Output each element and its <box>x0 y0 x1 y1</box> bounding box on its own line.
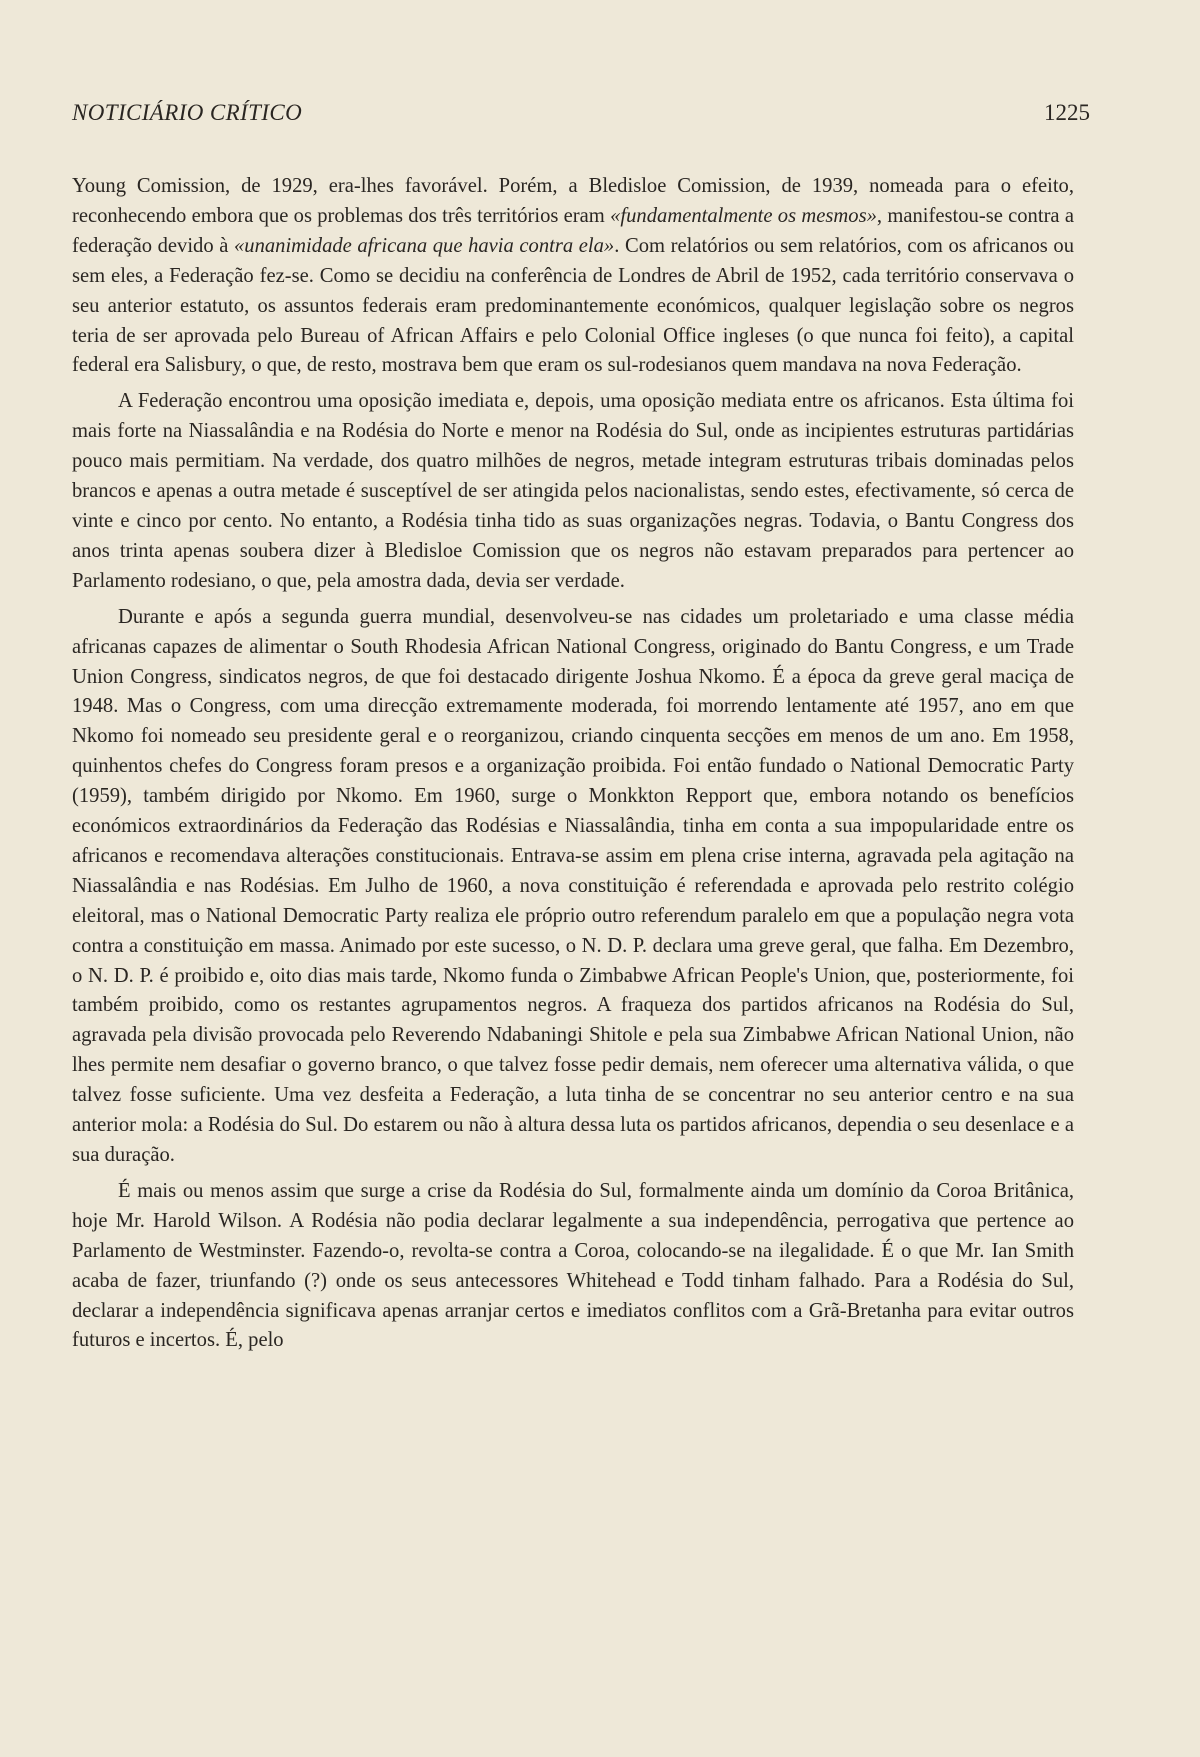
page-number: 1225 <box>1044 100 1090 125</box>
paragraph: A Federação encontrou uma oposição imediata e, depois, uma oposição mediata entre os africanos. Esta última foi mais forte na Niassalândia e na Rodésia do Norte e menor na Rodésia do Sul, onde as incipientes estruturas partidárias pouco mais permitiam. Na verdade, dos quatro milhões de negros, metade integram estruturas tribais dominadas pelos brancos e apenas a outra metade é susceptível de ser atingida pelos nacionalistas, sendo estes, efectivamente, só cerca de vinte e cinco por cento. No entanto, a Rodésia tinha tido as suas organizações negras. Todavia, o Bantu Congress dos anos trinta apenas soubera dizer à Bledisloe Comission que os negros não estavam preparados para pertencer ao Parlamento rodesiano, o que, pela amostra dada, devia ser verdade. <box>72 390 1074 592</box>
paragraph: É mais ou menos assim que surge a crise da Rodésia do Sul, formalmente ainda um domínio da Coroa Britânica, hoje Mr. Harold Wilson. A Rodésia não podia declarar legalmente a sua independência, perrogativa que pertence ao Parlamento de Westminster. Fazendo-o, revolta-se contra a Coroa, colocando-se na ilegalidade. É o que Mr. Ian Smith acaba de fazer, triunfando (?) onde os seus antecessores Whitehead e Todd tinham falhado. Para a Rodésia do Sul, declarar a independência significava apenas arranjar certos e imediatos conflitos com a Grã-Bretanha para evitar outros futuros e incertos. É, pelo <box>72 1179 1074 1352</box>
quote-emphasis: «fundamentalmente os mesmos» <box>610 204 877 227</box>
article-body <box>72 172 1074 1362</box>
paragraph <box>72 172 1074 381</box>
text-run: . Com relatórios ou sem relatórios, com os africanos ou sem eles, a Federação fez-se. Como se decidiu na conferência de Londres de Abril de 1952, cada território conservava o seu anterior estatuto, os assuntos federais eram predominantemente económicos, qualquer legislação sobre os negros teria de ser aprovada pelo Bureau of African Affairs e pelo Colonial Office ingleses (o que nunca foi feito), a capital federal era Salisbury, o que, de resto, mostrava bem que eram os sul-rodesianos quem mandava na nova Federação. <box>72 234 1074 377</box>
text-run: , manifestou-se contra a federação devido à <box>72 204 1074 257</box>
running-title: NOTICIÁRIO CRÍTICO <box>72 100 303 125</box>
quote-emphasis: «unanimidade africana que havia contra ela» <box>233 234 615 257</box>
running-header <box>72 100 1090 126</box>
paragraph: Durante e após a segunda guerra mundial, desenvolveu-se nas cidades um proletariado e uma classe média africanas capazes de alimentar o South Rhodesia African National Congress, originado do Bantu Congress, e um Trade Union Congress, sindicatos negros, de que foi destacado dirigente Joshua Nkomo. É a época da greve geral maciça de 1948. Mas o Congress, com uma direcção extremamente moderada, foi morrendo lentamente até 1957, ano em que Nkomo foi nomeado seu presidente geral e o reorganizou, criando cinquenta secções em menos de um ano. Em 1958, quinhentos chefes do Congress foram presos e a organização proibida. Foi então fundado o National Democratic Party (1959), também dirigido por Nkomo. Em 1960, surge o Monkkton Repport que, embora notando os benefícios económicos extraordinários da Federação das Rodésias e Niassalândia, tinha em conta a sua impopularidade entre os africanos e recomendava alterações constitucionais. Entrava-se assim em plena crise interna, agravada pela agitação na Niassalândia e nas Rodésias. Em Julho de 1960, a nova constituição é referendada e aprovada pelo restrito colégio eleitoral, mas o National Democratic Party realiza ele próprio outro referendum paralelo em que a população negra vota contra a constituição em massa. Animado por este sucesso, o N. D. P. declara uma greve geral, que falha. Em Dezembro, o N. D. P. é proibido e, oito dias mais tarde, Nkomo funda o Zimbabwe African People's Union, que, posteriormente, foi também proibido, como os restantes agrupamentos negros. A fraqueza dos partidos africanos na Rodésia do Sul, agravada pela divisão provocada pelo Reverendo Ndabaningi Shitole e pela sua Zimbabwe African National Union, não lhes permite nem desafiar o governo branco, o que talvez fosse pedir demais, nem oferecer uma alternativa válida, o que talvez fosse suficiente. Uma vez desfeita a Federação, a luta tinha de se concentrar no seu anterior centro e na sua anterior mola: a Rodésia do Sul. Do estarem ou não à altura dessa luta os partidos africanos, dependia o seu desenlace e a sua duração. <box>72 605 1074 1166</box>
text-run: Young Comission, de 1929, era-lhes favorável. Porém, a Bledisloe Comission, de 1939, nomeada para o efeito, reconhecendo embora que os problemas dos três territórios eram <box>72 175 1074 227</box>
